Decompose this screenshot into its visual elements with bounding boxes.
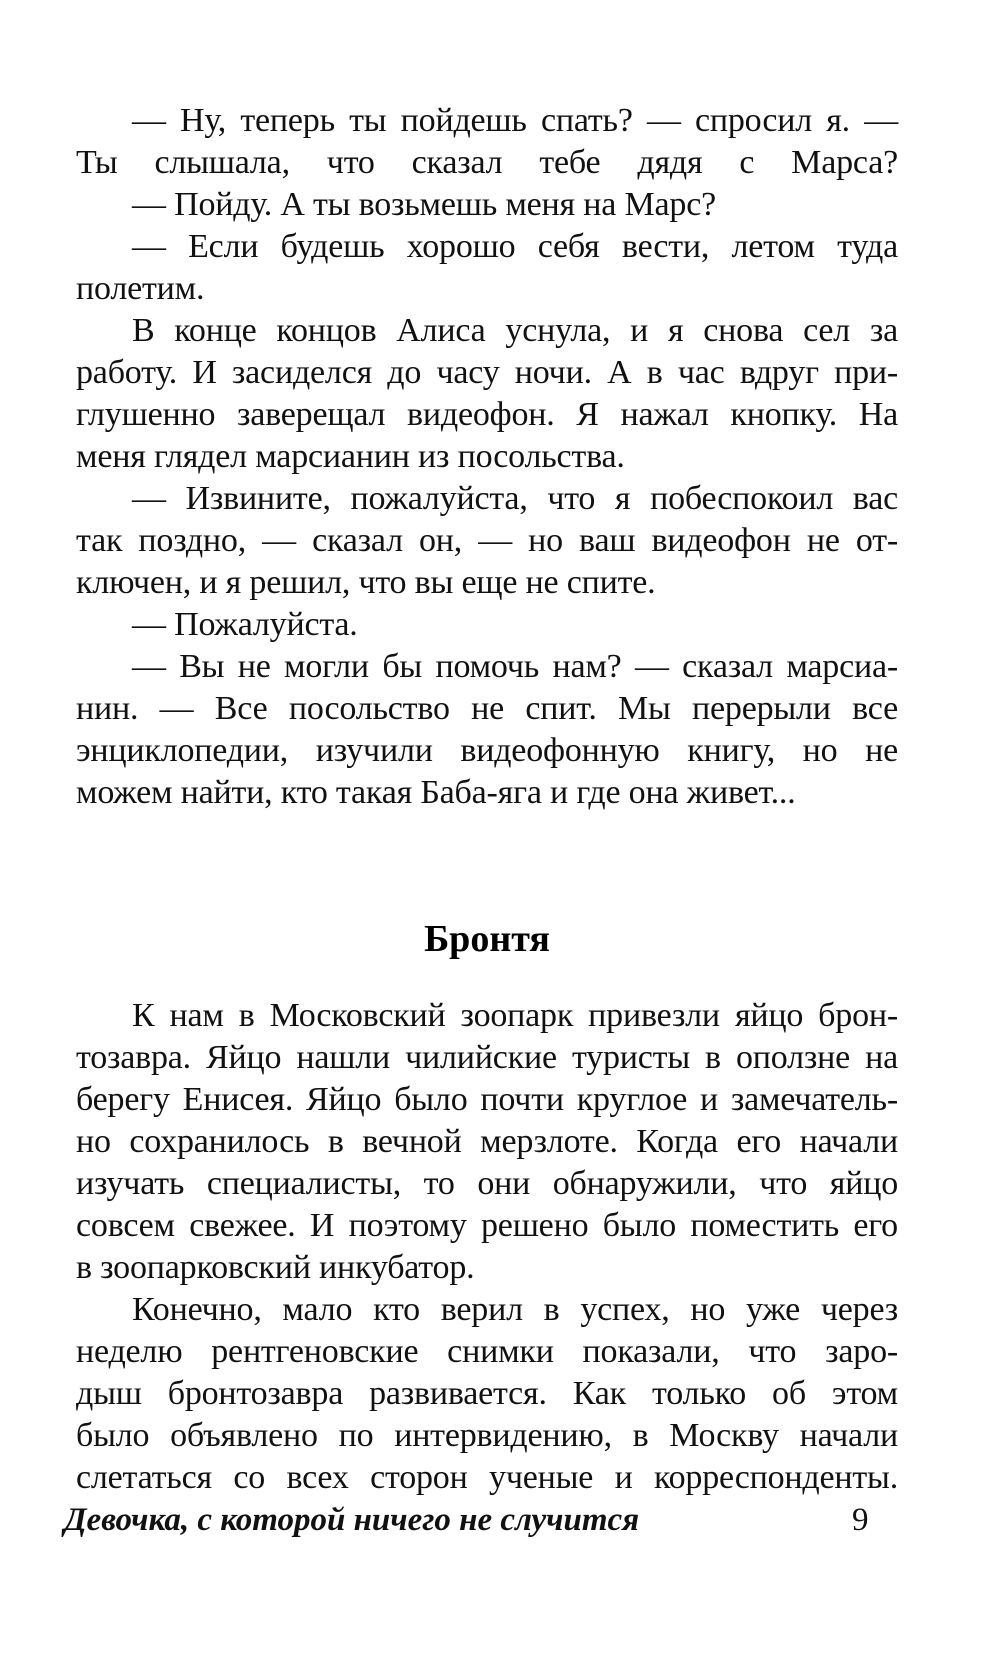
text-line: Ты слышала, что сказал тебе дядя с Марса?: [76, 144, 898, 181]
text-line: тозавра. Яйцо нашли чилийские туристы в оползне на: [76, 1039, 898, 1076]
text-line: изучать специалисты, то они обнаружили, что яйцо: [76, 1165, 898, 1202]
section-two: [76, 995, 898, 1499]
text-line: слетаться со всех сторон ученые и корреспонденты.: [76, 1459, 898, 1496]
page-number: 9: [852, 1502, 869, 1538]
text-line: — Вы не могли бы помочь нам? — сказал марсиа-: [132, 648, 898, 685]
text-line: так поздно, — сказал он, — но ваш видеофон не от-: [76, 522, 898, 559]
text-line: — Пожалуйста.: [132, 606, 358, 643]
text-line: энциклопедии, изучили видеофонную книгу, но не: [76, 732, 898, 769]
text-body: [76, 100, 898, 1496]
text-line: нин. — Все посольство не спит. Мы перерыли все: [76, 690, 898, 727]
text-line: — Извините, пожалуйста, что я побеспокоил вас: [132, 480, 898, 517]
text-line: — Если будешь хорошо себя вести, летом туда: [132, 228, 898, 265]
running-footer: [64, 1500, 886, 1540]
text-line: работу. И засиделся до часу ночи. А в час вдруг при-: [76, 354, 898, 391]
text-line: было объявлено по интервидению, в Москву начали: [76, 1417, 898, 1454]
text-line: Конечно, мало кто верил в успех, но уже через: [132, 1291, 898, 1328]
text-line: — Пойду. А ты возьмешь меня на Марс?: [132, 186, 716, 223]
book-title: Девочка, с которой ничего не случится: [64, 1502, 640, 1538]
text-line: неделю рентгеновские снимки показали, что заро-: [76, 1333, 898, 1370]
text-line: в зоопарковский инкубатор.: [76, 1249, 475, 1286]
text-line: — Ну, теперь ты пойдешь спать? — спросил я. —: [132, 102, 898, 139]
text-line: дыш бронтозавра развивается. Как только об этом: [76, 1375, 898, 1412]
text-line: ключен, и я решил, что вы еще не спите.: [76, 564, 656, 601]
text-line: совсем свежее. И поэтому решено было поместить его: [76, 1207, 898, 1244]
text-line: но сохранилось в вечной мерзлоте. Когда его начали: [76, 1123, 898, 1160]
section-one: [76, 100, 898, 814]
section-heading: Бронтя: [424, 918, 550, 960]
text-line: глушенно заверещал видеофон. Я нажал кнопку. На: [76, 396, 898, 433]
text-line: В конце концов Алиса уснула, и я снова сел за: [132, 312, 898, 349]
text-line: К нам в Московский зоопарк привезли яйцо брон-: [132, 997, 898, 1034]
text-line: берегу Енисея. Яйцо было почти круглое и замечатель-: [76, 1081, 898, 1118]
text-line: можем найти, кто такая Баба-яга и где она живет...: [76, 774, 796, 811]
text-line: меня глядел марсианин из посольства.: [76, 438, 625, 475]
text-line: полетим.: [76, 270, 205, 307]
